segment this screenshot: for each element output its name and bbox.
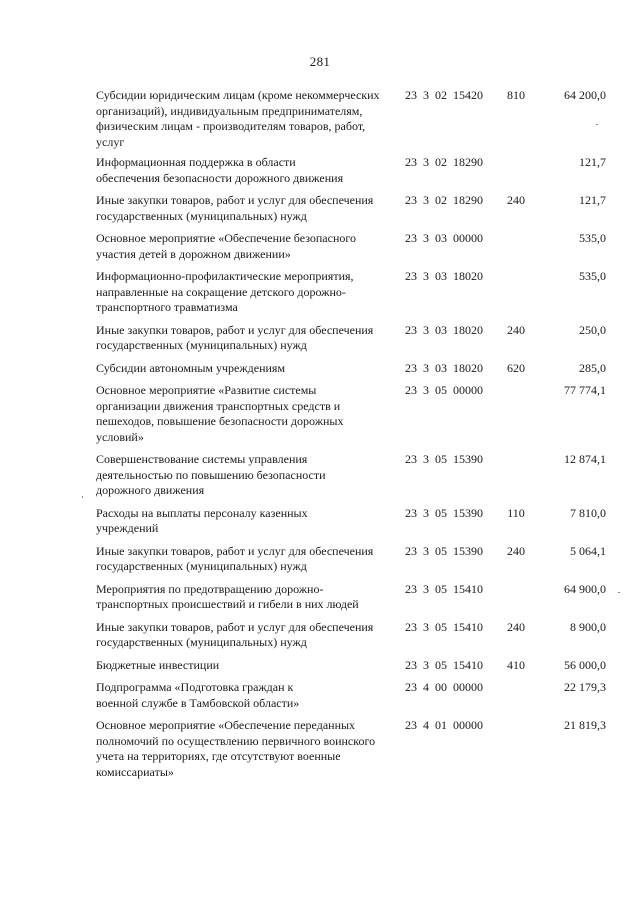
row-code: 23 4 00 00000 — [405, 680, 483, 694]
row-code: 23 3 05 15390 — [405, 505, 483, 520]
table-row — [0, 231, 640, 262]
row-code: 23 3 03 18020 — [405, 269, 483, 283]
table-row — [0, 506, 640, 537]
row-amount: 535,0 — [579, 231, 606, 245]
row-code: 23 3 05 15390 — [405, 543, 483, 558]
row-amount: 64 900,0 — [564, 581, 606, 596]
row-code: 23 3 05 15390 — [405, 452, 483, 466]
row-code: 23 3 03 18020 — [405, 360, 483, 375]
row-amount: 12 874,1 — [564, 452, 606, 466]
scan-speck — [82, 496, 83, 498]
row-name: Подпрограмма «Подготовка граждан к военной службе в Тамбовской области» — [96, 680, 300, 710]
row-name: Расходы на выплаты персоналу казенных учреждений — [96, 505, 308, 535]
row-code: 23 3 05 15410 — [405, 581, 483, 596]
row-amount: 21 819,3 — [564, 718, 606, 732]
row-amount: 121,7 — [579, 155, 606, 169]
row-code: 23 3 05 15410 — [405, 619, 483, 634]
row-amount: 7 810,0 — [570, 505, 606, 520]
table-row — [0, 155, 640, 186]
row-expense-type: 810 — [507, 88, 525, 102]
row-name: Основное мероприятие «Развитие системы организации движения транспортных средств и пешеходов, повышение безопасности дорожных условий» — [96, 383, 344, 444]
row-code: 23 3 05 00000 — [405, 383, 483, 397]
row-amount: 285,0 — [579, 360, 606, 375]
row-name: Основное мероприятие «Обеспечение безопасного участия детей в дорожном движении» — [96, 231, 357, 261]
row-amount: 22 179,3 — [564, 680, 606, 694]
table-row — [0, 383, 640, 445]
scan-speck — [618, 592, 620, 593]
row-amount: 56 000,0 — [564, 657, 606, 672]
row-expense-type: 240 — [507, 543, 525, 558]
row-expense-type: 240 — [507, 619, 525, 634]
row-code: 23 4 01 00000 — [405, 718, 483, 732]
row-name: Основное мероприятие «Обеспечение переданных полномочий по осуществлению первичного воинского учета на территориях, где отсутствуют военные комиссариаты» — [96, 718, 376, 779]
row-name: Иные закупки товаров, работ и услуг для обеспечения государственных (муниципальных) нужд — [96, 193, 374, 223]
table-row — [0, 193, 640, 224]
row-name: Мероприятия по предотвращению дорожно-транспортных происшествий и гибели в них людей — [96, 581, 359, 611]
row-name: Субсидии автономным учреждениям — [96, 360, 286, 375]
row-expense-type: 110 — [507, 505, 525, 520]
row-code: 23 3 03 18020 — [405, 322, 483, 337]
row-name: Иные закупки товаров, работ и услуг для обеспечения государственных (муниципальных) нужд — [96, 543, 374, 573]
page-number: 281 — [309, 54, 331, 69]
row-amount: 8 900,0 — [570, 619, 606, 634]
table-row — [0, 361, 640, 377]
row-expense-type: 240 — [507, 193, 525, 207]
row-name: Бюджетные инвестиции — [96, 657, 220, 672]
row-amount: 64 200,0 — [564, 88, 606, 102]
row-name: Иные закупки товаров, работ и услуг для обеспечения государственных (муниципальных) нужд — [96, 619, 374, 649]
table-row — [0, 323, 640, 354]
row-amount: 535,0 — [579, 269, 606, 283]
row-name: Иные закупки товаров, работ и услуг для обеспечения государственных (муниципальных) нужд — [96, 322, 374, 352]
row-name: Субсидии юридическим лицам (кроме некоммерческих организаций), индивидуальным предпринимателям, физическим лицам - производителям товаров, работ, услуг — [96, 88, 380, 149]
table-row — [0, 88, 640, 150]
table-row — [0, 718, 640, 780]
row-code: 23 3 05 15410 — [405, 657, 483, 672]
table-row — [0, 452, 640, 499]
row-code: 23 3 02 15420 — [405, 88, 483, 102]
row-amount: 5 064,1 — [570, 543, 606, 558]
budget-table — [0, 88, 640, 787]
table-row — [0, 269, 640, 316]
row-code: 23 3 02 18290 — [405, 155, 483, 169]
row-name: Совершенствование системы управления деятельностью по повышению безопасности дорожного движения — [96, 452, 326, 497]
row-expense-type: 240 — [507, 322, 525, 337]
row-name: Информационная поддержка в области обеспечения безопасности дорожного движения — [96, 155, 344, 185]
scan-speck — [596, 124, 598, 125]
row-name: Информационно-профилактические мероприятия, направленные на сокращение детского дорожно-транспортного травматизма — [96, 269, 354, 314]
row-amount: 250,0 — [579, 322, 606, 337]
table-row — [0, 544, 640, 575]
row-expense-type: 410 — [507, 657, 525, 672]
table-row — [0, 680, 640, 711]
row-amount: 77 774,1 — [564, 383, 606, 397]
table-row — [0, 620, 640, 651]
row-expense-type: 620 — [507, 360, 525, 375]
table-row — [0, 582, 640, 613]
row-code: 23 3 02 18290 — [405, 193, 483, 207]
row-amount: 121,7 — [579, 193, 606, 207]
row-code: 23 3 03 00000 — [405, 231, 483, 245]
table-row — [0, 658, 640, 674]
